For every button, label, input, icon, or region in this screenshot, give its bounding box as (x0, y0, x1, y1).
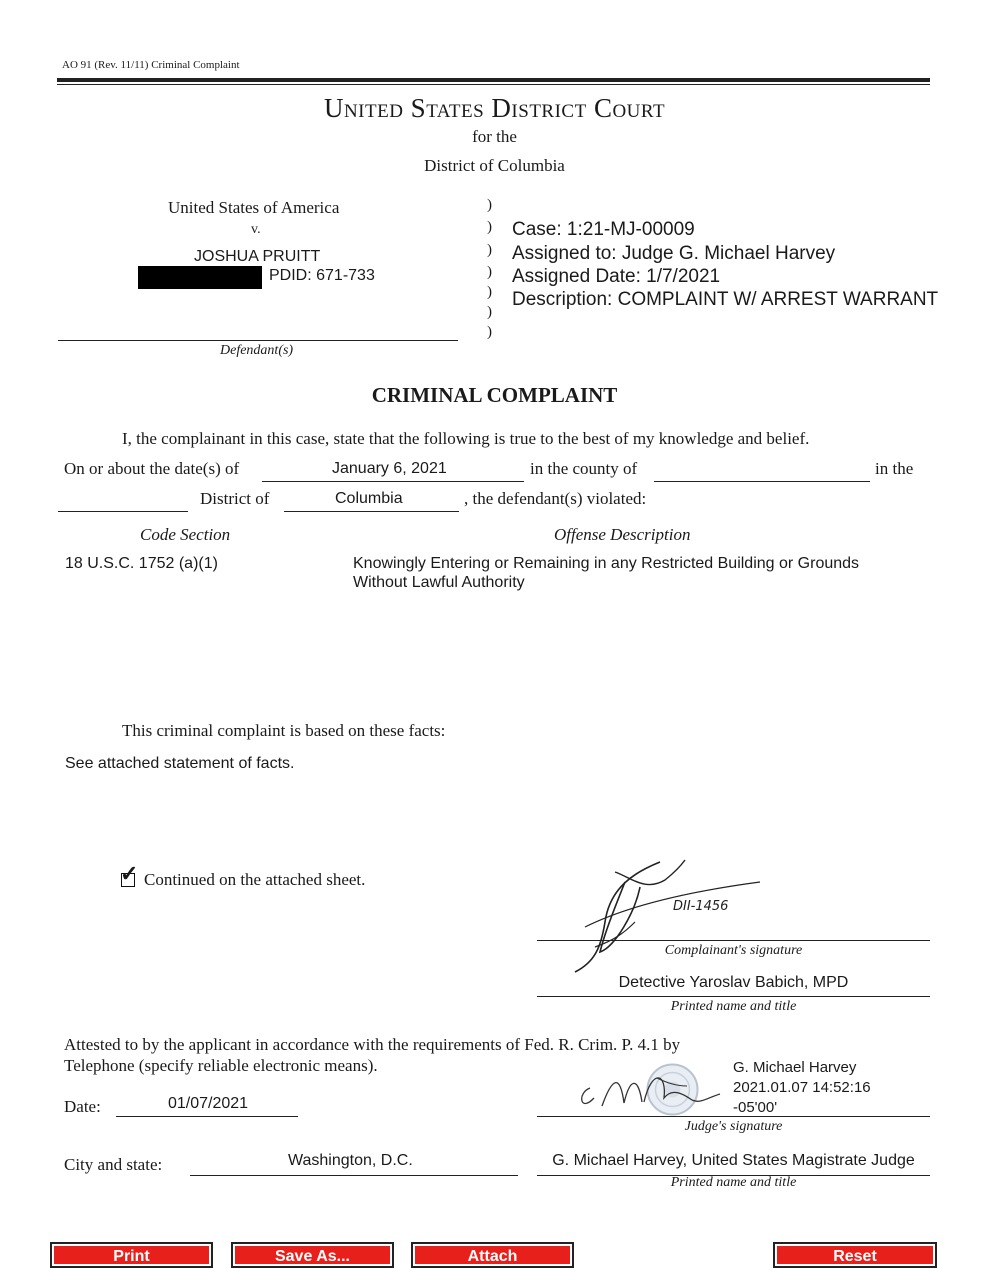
complainant-printed-label: Printed name and title (670, 999, 797, 1014)
date-rule (116, 1116, 298, 1117)
complainant-printed-name[interactable]: Detective Yaroslav Babich, MPD (618, 974, 849, 991)
complaint-title: CRIMINAL COMPLAINT (371, 383, 618, 407)
case-bracket: ) (487, 284, 492, 300)
reset-button[interactable]: Reset (773, 1242, 937, 1268)
offense-description-header: Offense Description (554, 525, 691, 544)
court-title: United States District Court (323, 93, 666, 123)
complainant-statement: I, the complainant in this case, state that the following is true to the best of my knowledge and belief. (122, 429, 810, 448)
assigned-to: Assigned to: Judge G. Michael Harvey (512, 243, 836, 264)
in-the-label: in the (875, 459, 914, 478)
save-as-button[interactable]: Save As... (231, 1242, 394, 1268)
county-rule (654, 481, 870, 482)
judge-printed-name[interactable]: G. Michael Harvey, United States Magistrate Judge (552, 1152, 915, 1169)
offense-description-line1[interactable]: Knowingly Entering or Remaining in any Restricted Building or Grounds (353, 555, 860, 572)
attach-button[interactable]: Attach (411, 1242, 574, 1268)
digital-signature-timezone: -05'00' (733, 1099, 778, 1116)
continued-label: Continued on the attached sheet. (144, 870, 366, 889)
on-about-label: On or about the date(s) of (64, 459, 240, 478)
case-bracket: ) (487, 304, 492, 320)
offense-description-line2[interactable]: Without Lawful Authority (353, 574, 525, 591)
attestation-line1: Attested to by the applicant in accordance with the requirements of Fed. R. Crim. P. 4.1 by (64, 1035, 681, 1054)
signature-badge-annotation: DII-1456 (673, 899, 729, 914)
case-bracket: ) (487, 324, 492, 340)
top-rule-thin (57, 84, 930, 85)
district-blank-rule (58, 511, 188, 512)
case-bracket: ) (487, 197, 492, 213)
defendant-pdid: PDID: 671-733 (269, 267, 375, 284)
court-district: District of Columbia (424, 156, 565, 175)
case-bracket: ) (487, 242, 492, 258)
complainant-signature-rule (537, 940, 930, 941)
code-section-header: Code Section (140, 525, 231, 544)
judge-signature-label: Judge's signature (684, 1119, 783, 1134)
district-field-rule (284, 511, 459, 512)
judge-signature-icon (572, 1058, 722, 1118)
based-on-label: This criminal complaint is based on these facts: (122, 721, 446, 740)
top-rule (57, 78, 930, 82)
judge-printed-label: Printed name and title (670, 1175, 797, 1190)
form-id: AO 91 (Rev. 11/11) Criminal Complaint (62, 59, 240, 71)
for-the: for the (472, 127, 517, 146)
code-section-field[interactable]: 18 U.S.C. 1752 (a)(1) (65, 555, 218, 572)
attestation-line2: Telephone (specify reliable electronic means). (64, 1056, 378, 1075)
date-label: Date: (64, 1097, 101, 1116)
district-of-label: District of (200, 489, 270, 508)
complainant-signature-label: Complainant's signature (664, 943, 803, 958)
case-bracket: ) (487, 219, 492, 235)
redaction-box (138, 266, 262, 289)
city-state-field[interactable]: Washington, D.C. (288, 1152, 413, 1169)
district-field[interactable]: Columbia (335, 490, 403, 507)
defendant-label: Defendant(s) (220, 343, 294, 358)
city-state-rule (190, 1175, 518, 1176)
check-mark-icon: ✓ (120, 861, 139, 886)
judge-signature-rule (537, 1116, 930, 1117)
case-number: Case: 1:21-MJ-00009 (512, 219, 695, 240)
defendant-name: JOSHUA PRUITT (194, 248, 321, 265)
digital-signature-date: 2021.01.07 14:52:16 (733, 1079, 871, 1096)
date-field[interactable]: 01/07/2021 (168, 1095, 249, 1112)
print-button[interactable]: Print (50, 1242, 213, 1268)
defendant-rule (58, 340, 458, 341)
digital-signature-name: G. Michael Harvey (733, 1059, 857, 1076)
city-state-label: City and state: (64, 1155, 163, 1174)
case-bracket: ) (487, 264, 492, 280)
case-description: Description: COMPLAINT W/ ARREST WARRANT (512, 289, 939, 310)
county-label: in the county of (530, 459, 638, 478)
assigned-date: Assigned Date: 1/7/2021 (512, 266, 721, 287)
offense-date-rule (262, 481, 524, 482)
complainant-name-rule (537, 996, 930, 997)
offense-date-field[interactable]: January 6, 2021 (332, 460, 447, 477)
violated-label: , the defendant(s) violated: (464, 489, 647, 508)
facts-field[interactable]: See attached statement of facts. (65, 755, 295, 772)
versus: v. (251, 222, 261, 237)
plaintiff: United States of America (168, 198, 340, 217)
